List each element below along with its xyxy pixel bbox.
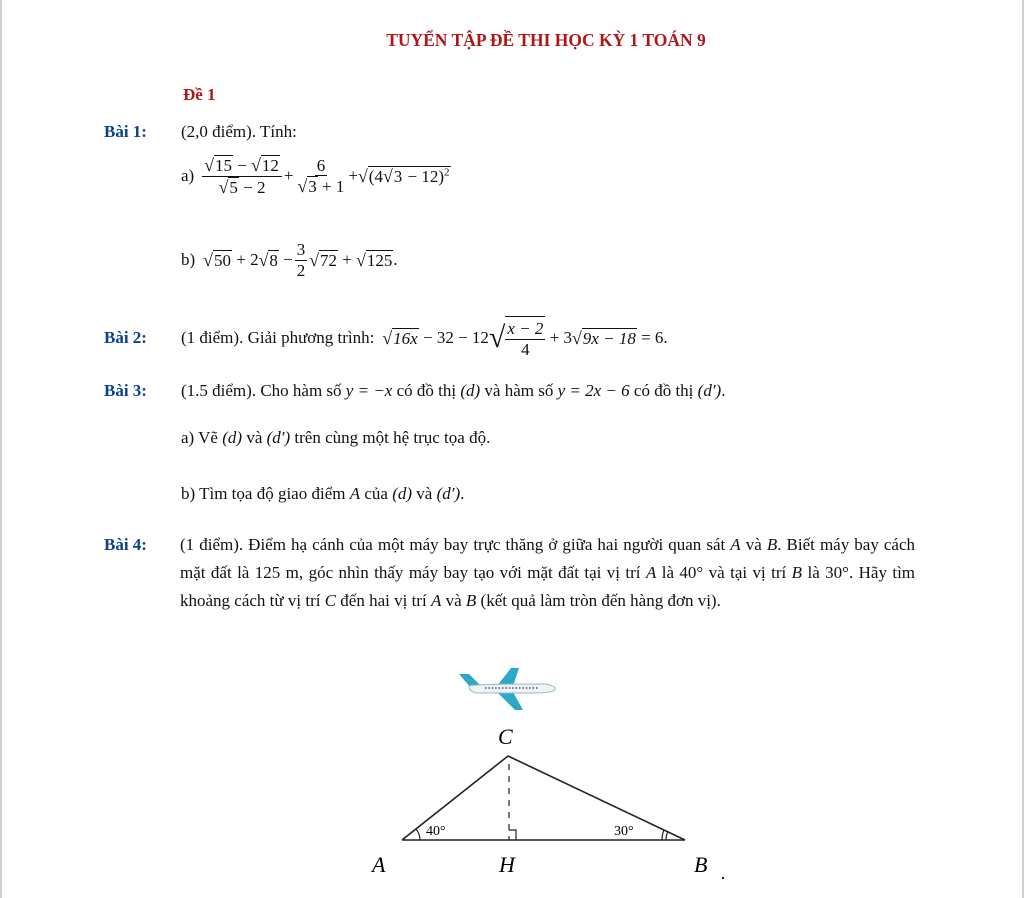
bai1-a-radical: $√(4√3 - 12)^2$	[357, 165, 450, 186]
bai2-r1: 16x	[393, 328, 418, 348]
bai3-b-d: (d)	[392, 484, 413, 503]
bai3-b-text1: b) Tìm tọa độ giao điểm	[181, 484, 346, 503]
bai3-a-text3: trên cùng một hệ trục tọa độ.	[294, 428, 491, 447]
bai3-header-part2: có đồ thị	[396, 381, 457, 400]
bai3-b-text3: và	[416, 484, 433, 503]
airplane-wing-bottom	[497, 692, 523, 710]
bai2-header: (1 điểm). Giải phương trình:	[181, 328, 375, 347]
label-c: C	[498, 724, 513, 749]
bai4-text-2: . Biết máy bay cách mặt đất là 125 m, góc nhìn thấy máy bay tạo với mặt đất tại vị trí	[180, 535, 916, 582]
bai3-d: (d)	[460, 381, 481, 400]
right-angle-mark	[509, 830, 516, 840]
bai3-a-d: (d)	[222, 428, 243, 447]
bai4-label: Bài 4:	[104, 535, 147, 554]
bai2-rhs: 6	[654, 328, 664, 347]
bai1-b-label: b)	[181, 250, 196, 270]
document-title: TUYỂN TẬP ĐỀ THI HỌC KỲ 1 TOÁN 9	[386, 30, 706, 50]
bai3-a-text1: a) Vẽ	[181, 428, 218, 447]
bai4-and-1: và	[745, 535, 762, 554]
airplane-fuselage	[469, 684, 555, 693]
bai1-label: Bài 1:	[104, 122, 147, 141]
bai1-a-f2-den-a: 3	[308, 177, 317, 197]
angle-arc-b-1	[662, 830, 664, 840]
bai4-A-3: A	[430, 591, 442, 610]
bai4-text-4: là 30°. Hãy tìm khoảng cách từ vị trí	[180, 563, 916, 610]
bai1-header: (2,0 điểm). Tính:	[181, 122, 297, 141]
bai4-text-5: đến hai vị trí	[340, 591, 427, 610]
bai1-a-f1-den-a: 5	[229, 177, 238, 197]
bai4-B-3: B	[465, 591, 477, 610]
bai3-part-a	[181, 428, 490, 448]
bai4-and-2: và	[445, 591, 462, 610]
bai4-paragraph	[180, 531, 915, 615]
exam-number: Đề 1	[183, 85, 216, 104]
period-mark	[722, 877, 724, 879]
airplane-shape	[459, 668, 555, 710]
bai1-a-rad-a: 4	[374, 166, 383, 186]
bai4-text-6: (kết quả làm tròn đến hàng đơn vị).	[480, 591, 721, 610]
bai4-A-2: A	[645, 563, 657, 582]
bai1-a-f1-num-a: 15	[215, 156, 233, 175]
bai1-a-label: a)	[181, 166, 195, 186]
bai2-r2: 9x − 18	[582, 328, 636, 348]
bai3-b-A: A	[349, 484, 361, 503]
bai1-b-r2: 8	[269, 250, 278, 270]
bai1-a-rad-c: 12	[421, 166, 439, 186]
bai3-a-d2: (d′)	[266, 428, 291, 447]
bai4-A-1: A	[730, 535, 741, 554]
bai1-b-r4: 125	[366, 250, 393, 270]
airplane-icon	[455, 660, 565, 716]
bai2-frac-den: 4	[521, 340, 530, 359]
bai1-a-rad-exp: 2	[444, 165, 450, 178]
bai1-b-frac-den: 2	[296, 260, 306, 280]
bai1-a-f2-num: 6	[316, 155, 326, 175]
bai4-text-1: (1 điểm). Điểm hạ cánh của một máy bay trực thăng ở giữa hai người quan sát	[180, 535, 726, 554]
bai1-part-b: b) √50 + 2 √8 − $\frac{3}{2}$ √72 + √125 .	[181, 240, 398, 280]
bai4-C: C	[324, 591, 337, 610]
bai3-header-part1: (1.5 điểm). Cho hàm số	[181, 381, 342, 400]
bai2-frac-num: x − 2	[507, 319, 544, 339]
label-a: A	[372, 852, 386, 877]
angle-a-label: 40°	[426, 824, 446, 839]
bai3-header: (1.5 điểm). Cho hàm số y = −x có đồ thị (d) và hàm số y = 2x − 6 có đồ thị (d′).	[181, 381, 726, 400]
bai1-b-r1: 50	[213, 250, 231, 270]
label-b: B	[694, 852, 708, 877]
airplane-wing-top	[497, 668, 519, 686]
angle-arc-a	[416, 829, 420, 840]
bai1-a-f1-num-b: 12	[261, 156, 279, 175]
bai2-c1: 32	[436, 328, 454, 347]
bai3-eq1: y = −x	[345, 381, 393, 400]
bai3-header-part3: và hàm số	[484, 381, 554, 400]
bai3-header-part4: có đồ thị	[633, 381, 694, 400]
bai2-label: Bài 2:	[104, 328, 147, 347]
bai1-b-r3: 72	[320, 250, 337, 270]
bai3-d2: (d′)	[697, 381, 722, 400]
bai4-B-2: B	[791, 563, 803, 582]
angle-arc-b-2	[666, 831, 668, 840]
bai1-part-a: a) $\frac{√15 - √12}{√5 - 2}$ + $\frac{6}{√3 + 1}$ + $√(4√3 - 12)^2$	[181, 155, 450, 197]
page-edge-left	[0, 0, 2, 898]
bai1-a-rad-b: 3	[393, 166, 403, 186]
angle-b-label: 30°	[614, 824, 634, 839]
bai3-b-d2: (d′)	[436, 484, 461, 503]
bai3-part-b: b) Tìm tọa độ giao điểm A của (d) và (d′).	[181, 484, 465, 503]
bai3-b-text2: của	[364, 484, 388, 503]
bai1-a-f1-den-b: 2	[257, 177, 266, 197]
bai3-eq2: y = 2x − 6	[557, 381, 630, 400]
bai2-c2: 12	[471, 328, 489, 347]
bai2-c3: 3	[563, 328, 572, 347]
bai2-equation: (1 điểm). Giải phương trình: √16x − 32 − 12 √ $\frac{x - 2}{4}$ + 3 √9x − 18 = 6 .	[181, 314, 668, 362]
bai4-B-1: B	[766, 535, 778, 554]
bai1-b-c2: 2	[250, 250, 259, 270]
bai1-b-frac-num: 3	[296, 240, 306, 259]
bai1-a-f2-den-b: 1	[335, 177, 345, 197]
triangle-figure	[360, 720, 740, 890]
bai3-a-text2: và	[246, 428, 263, 447]
bai1-a-fraction-1: $\frac{√15 - √12}{√5 - 2}$	[202, 155, 282, 197]
bai1-b-fraction	[295, 240, 308, 280]
bai1-a-fraction-2: $\frac{6}{√3 + 1}$	[297, 155, 345, 197]
bai3-label: Bài 3:	[104, 381, 147, 400]
bai4-text-3: là 40° và tại vị trí	[661, 563, 787, 582]
label-h: H	[499, 852, 515, 877]
